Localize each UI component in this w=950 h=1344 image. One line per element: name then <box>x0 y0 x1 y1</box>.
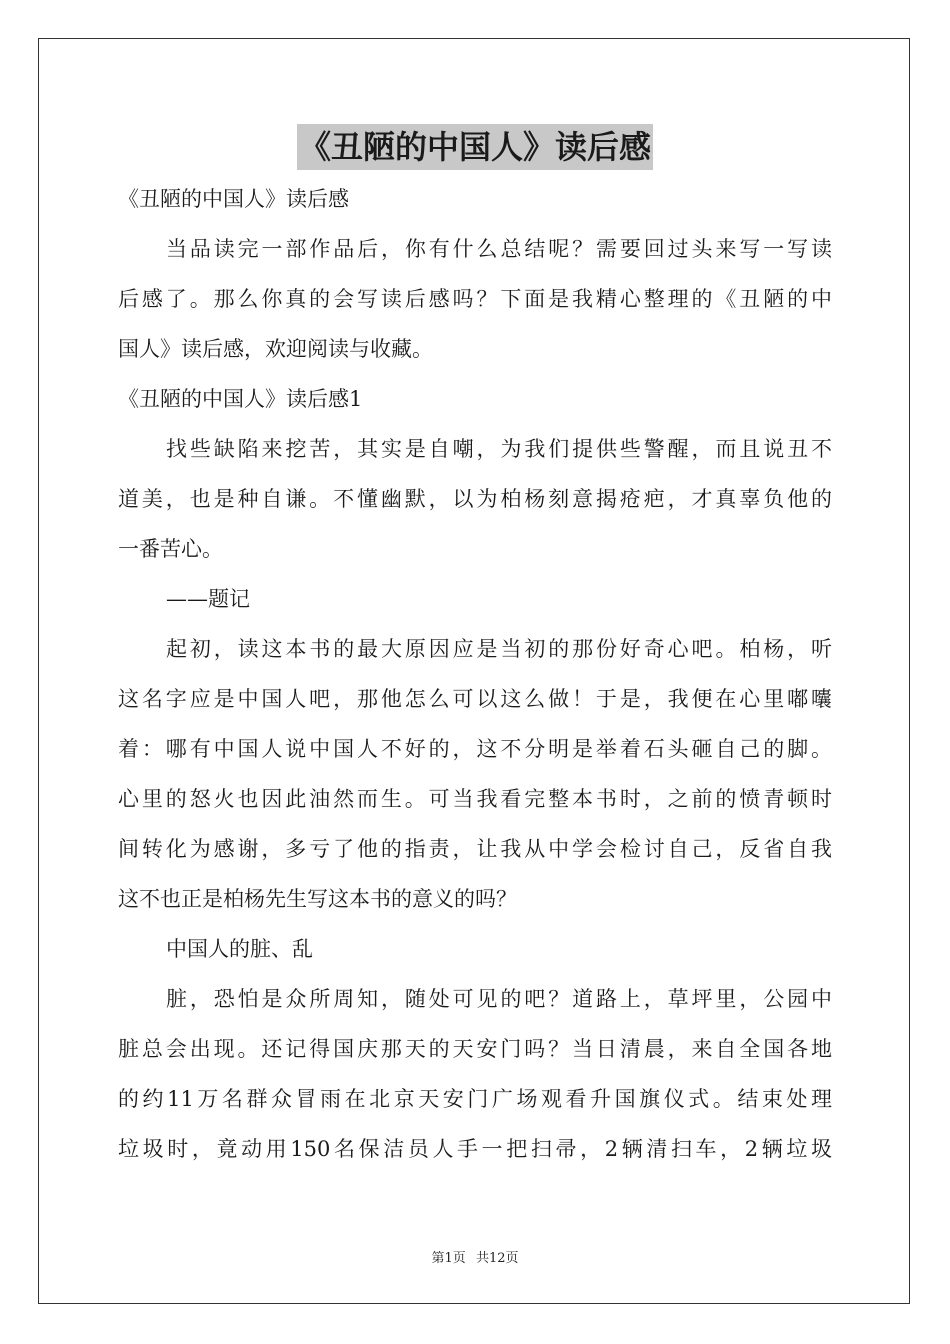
text-line: 脏总会出现。还记得国庆那天的天安门吗？当日清晨，来自全国各地 <box>118 1037 832 1061</box>
text-line: 间转化为感谢，多亏了他的指责，让我从中学会检讨自己，反省自我 <box>118 837 832 861</box>
text-line: 起初，读这本书的最大原因应是当初的那份好奇心吧。柏杨，听 <box>166 637 832 661</box>
text-line: 着：哪有中国人说中国人不好的，这不分明是举着石头砸自己的脚。 <box>118 737 832 761</box>
text-line: 这名字应是中国人吧，那他怎么可以这么做！于是，我便在心里嘟囔 <box>118 687 832 711</box>
text-line: 中国人的脏、乱 <box>166 937 313 961</box>
text-line: 国人》读后感，欢迎阅读与收藏。 <box>118 337 433 361</box>
text-line: 《丑陋的中国人》读后感1 <box>118 387 363 411</box>
text-line: 找些缺陷来挖苦，其实是自嘲，为我们提供些警醒，而且说丑不 <box>166 437 832 461</box>
text-line: 的约11万名群众冒雨在北京天安门广场观看升国旗仪式。结束处理 <box>118 1087 832 1111</box>
page-footer <box>0 1247 950 1266</box>
text-line: 脏，恐怕是众所周知，随处可见的吧？道路上，草坪里，公园中 <box>166 987 832 1011</box>
text-line: 后感了。那么你真的会写读后感吗？下面是我精心整理的《丑陋的中 <box>118 287 832 311</box>
document-title: 《丑陋的中国人》读后感 <box>297 124 653 170</box>
text-line: 这不也正是柏杨先生写这本书的意义的吗？ <box>118 887 517 911</box>
text-line: 《丑陋的中国人》读后感 <box>118 187 349 211</box>
text-line: 一番苦心。 <box>118 537 223 561</box>
title-container <box>0 124 950 170</box>
text-line: 道美，也是种自谦。不懂幽默，以为柏杨刻意揭疮疤，才真辜负他的 <box>118 487 832 511</box>
text-line: 心里的怒火也因此油然而生。可当我看完整本书时，之前的愤青顿时 <box>118 787 832 811</box>
text-line: 垃圾时，竟动用150名保洁员人手一把扫帚，2辆清扫车，2辆垃圾 <box>118 1137 832 1161</box>
total-pages: 共12页 <box>475 1251 519 1266</box>
document-body <box>118 174 832 1174</box>
page-number: 第1页 <box>431 1251 466 1266</box>
text-line: ——题记 <box>166 587 250 611</box>
text-line: 当品读完一部作品后，你有什么总结呢？需要回过头来写一写读 <box>166 237 832 261</box>
